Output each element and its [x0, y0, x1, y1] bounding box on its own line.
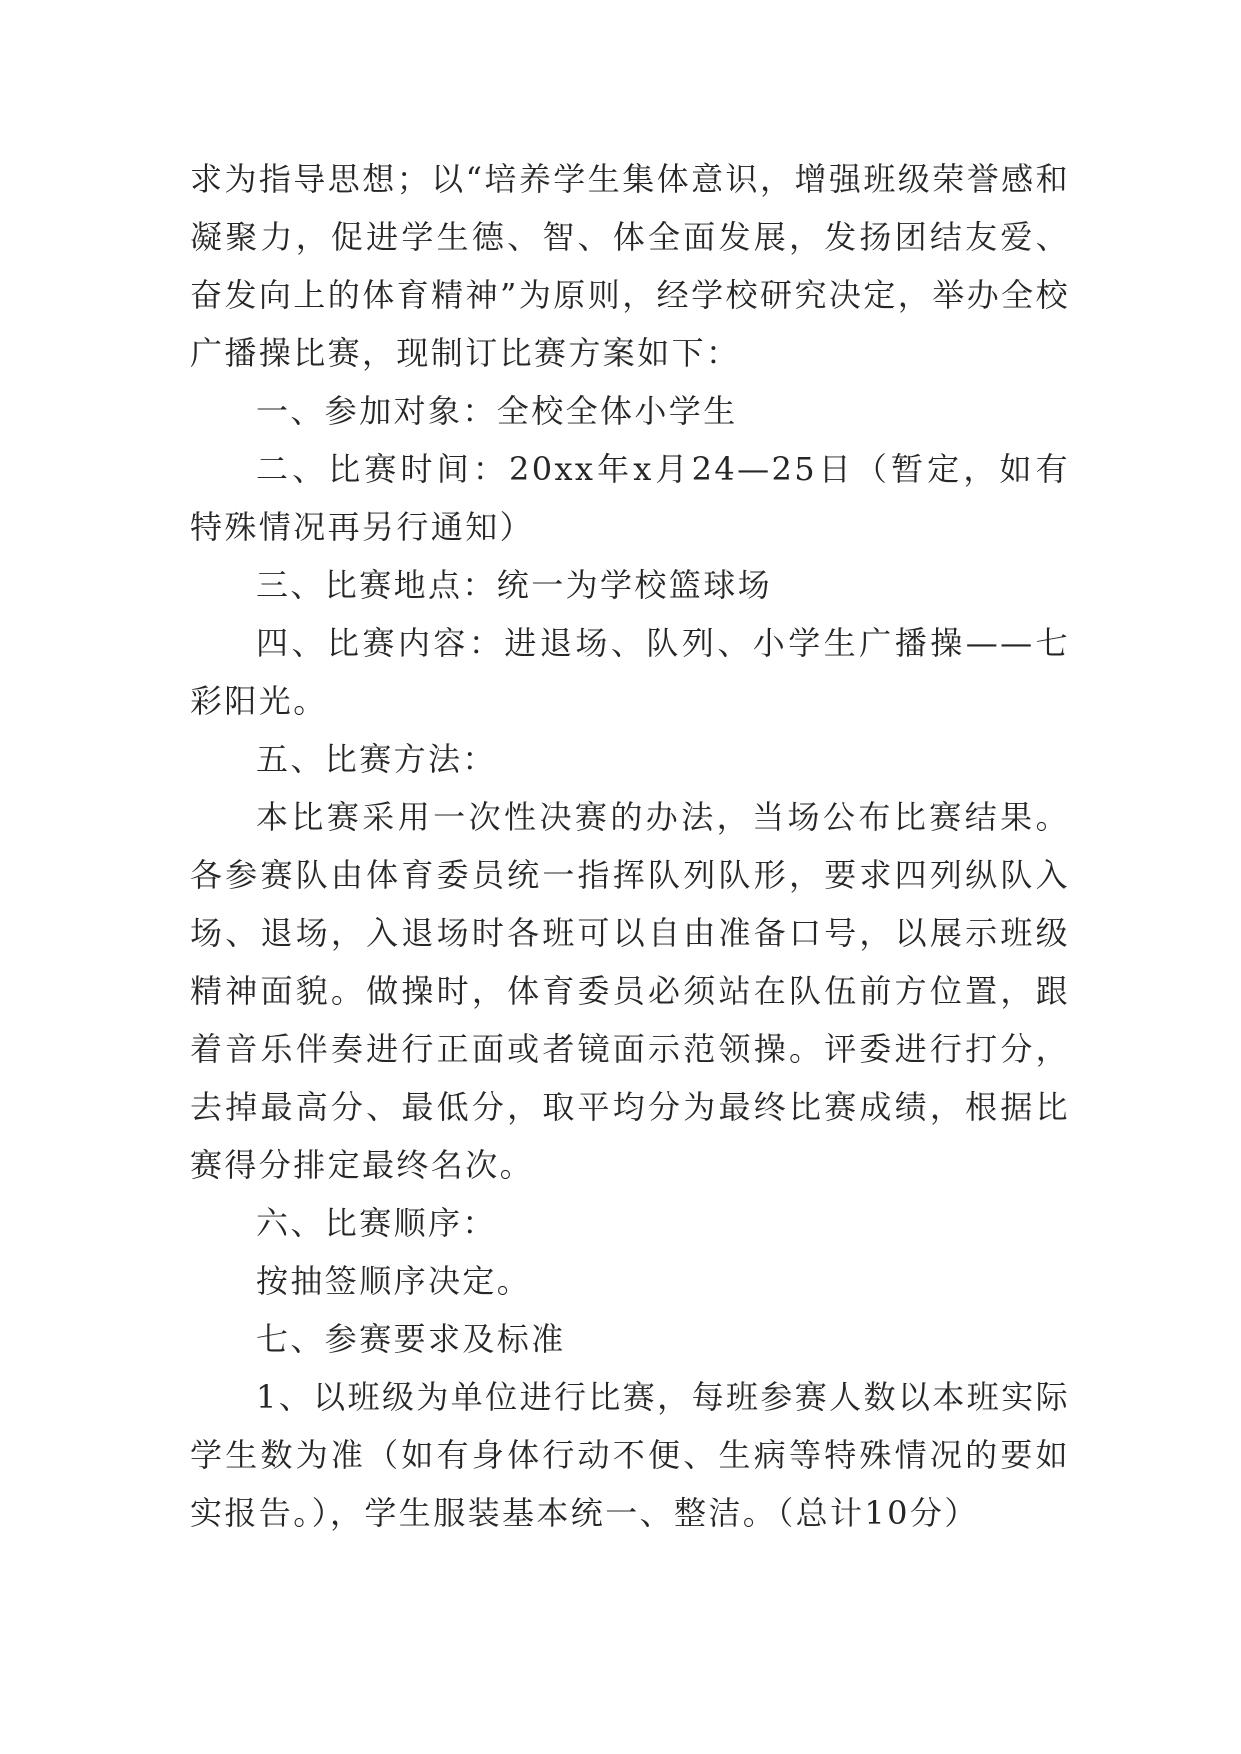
paragraph-method-body: 本比赛采用一次性决赛的办法，当场公布比赛结果。各参赛队由体育委员统一指挥队列队形，要求四列纵队入场、退场，入退场时各班可以自由准备口号，以展示班级精神面貌。做操时，体育委员必须站在队伍前方位置，跟着音乐伴奏进行正面或者镜面示范领操。评委进行打分，去掉最高分、最低分，取平均分为最终比赛成绩，根据比赛得分排定最终名次。 — [190, 798, 1070, 1184]
paragraph-content: 四、比赛内容：进退场、队列、小学生广播操——七彩阳光。 — [190, 624, 1070, 720]
paragraph-location: 三、比赛地点：统一为学校篮球场 — [256, 566, 773, 604]
paragraph-time: 二、比赛时间：20xx年x月24—25日（暂定，如有特殊情况再另行通知） — [190, 450, 1070, 546]
paragraph-order-body: 按抽签顺序决定。 — [256, 1262, 532, 1300]
paragraph-requirement-1: 1、以班级为单位进行比赛，每班参赛人数以本班实际学生数为准（如有身体行动不便、生病等特殊情况的要如实报告。），学生服装基本统一、整洁。（总计10分） — [190, 1378, 1070, 1532]
paragraph-requirements-heading: 七、参赛要求及标准 — [256, 1320, 566, 1358]
paragraph-intro-continued: 求为指导思想；以“培养学生集体意识，增强班级荣誉感和凝聚力，促进学生德、智、体全面发展，发扬团结友爱、奋发向上的体育精神”为原则，经学校研究决定，举办全校广播操比赛，现制订比赛方案如下： — [190, 160, 1070, 372]
paragraph-order-heading: 六、比赛顺序： — [256, 1204, 497, 1242]
document-body — [190, 150, 1070, 1542]
paragraph-participants: 一、参加对象：全校全体小学生 — [256, 392, 738, 430]
paragraph-method-heading: 五、比赛方法： — [256, 740, 497, 778]
